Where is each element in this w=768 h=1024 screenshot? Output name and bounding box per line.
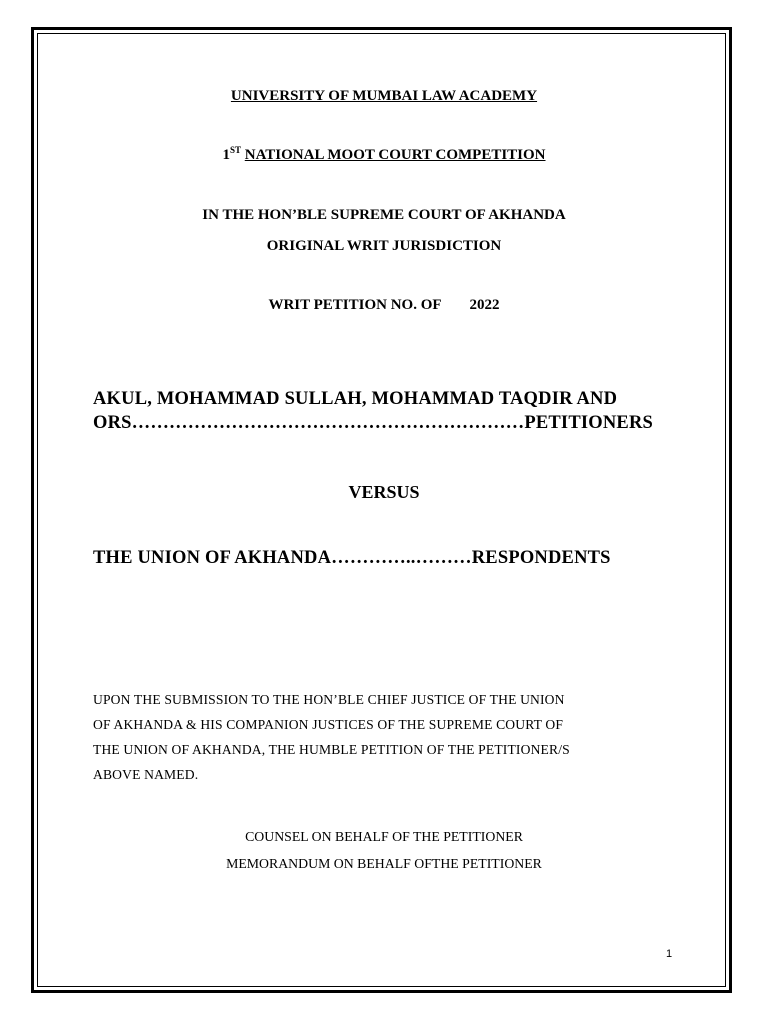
submission-line-4: ABOVE NAMED. [93,767,199,782]
petitioners-line-1: AKUL, MOHAMMAD SULLAH, MOHAMMAD TAQDIR AND [93,389,618,409]
academy-title: UNIVERSITY OF MUMBAI LAW ACADEMY [230,88,538,104]
versus-label: VERSUS [348,482,420,502]
court-name: IN THE HON’BLE SUPREME COURT OF AKHANDA [202,207,566,223]
counsel-line: COUNSEL ON BEHALF OF THE PETITIONER [245,829,523,844]
submission-line-2: OF AKHANDA & HIS COMPANION JUSTICES OF THE SUPREME COURT OF [93,717,564,732]
competition-title [0,145,768,164]
submission-line-3: THE UNION OF AKHANDA, THE HUMBLE PETITION OF THE PETITIONER/S [93,742,570,757]
memorandum-line: MEMORANDUM ON BEHALF OFTHE PETITIONER [226,856,542,871]
submission-line-1: UPON THE SUBMISSION TO THE HON’BLE CHIEF JUSTICE OF THE UNION [93,692,565,707]
petitioners-line-2: ORS………………………………………………………PETITIONERS [93,413,653,433]
competition-name: NATIONAL MOOT COURT COMPETITION [244,147,546,163]
competition-ordinal: 1 [222,147,230,163]
respondents-line: THE UNION OF AKHANDA…………..………RESPONDENTS [93,548,611,568]
competition-ordinal-suffix: ST [229,145,241,155]
jurisdiction: ORIGINAL WRIT JURISDICTION [266,238,502,254]
petition-year: 2022 [469,297,500,313]
petition-label: WRIT PETITION NO. OF [268,297,442,313]
petition-number [0,297,768,314]
page-number: 1 [666,948,673,960]
